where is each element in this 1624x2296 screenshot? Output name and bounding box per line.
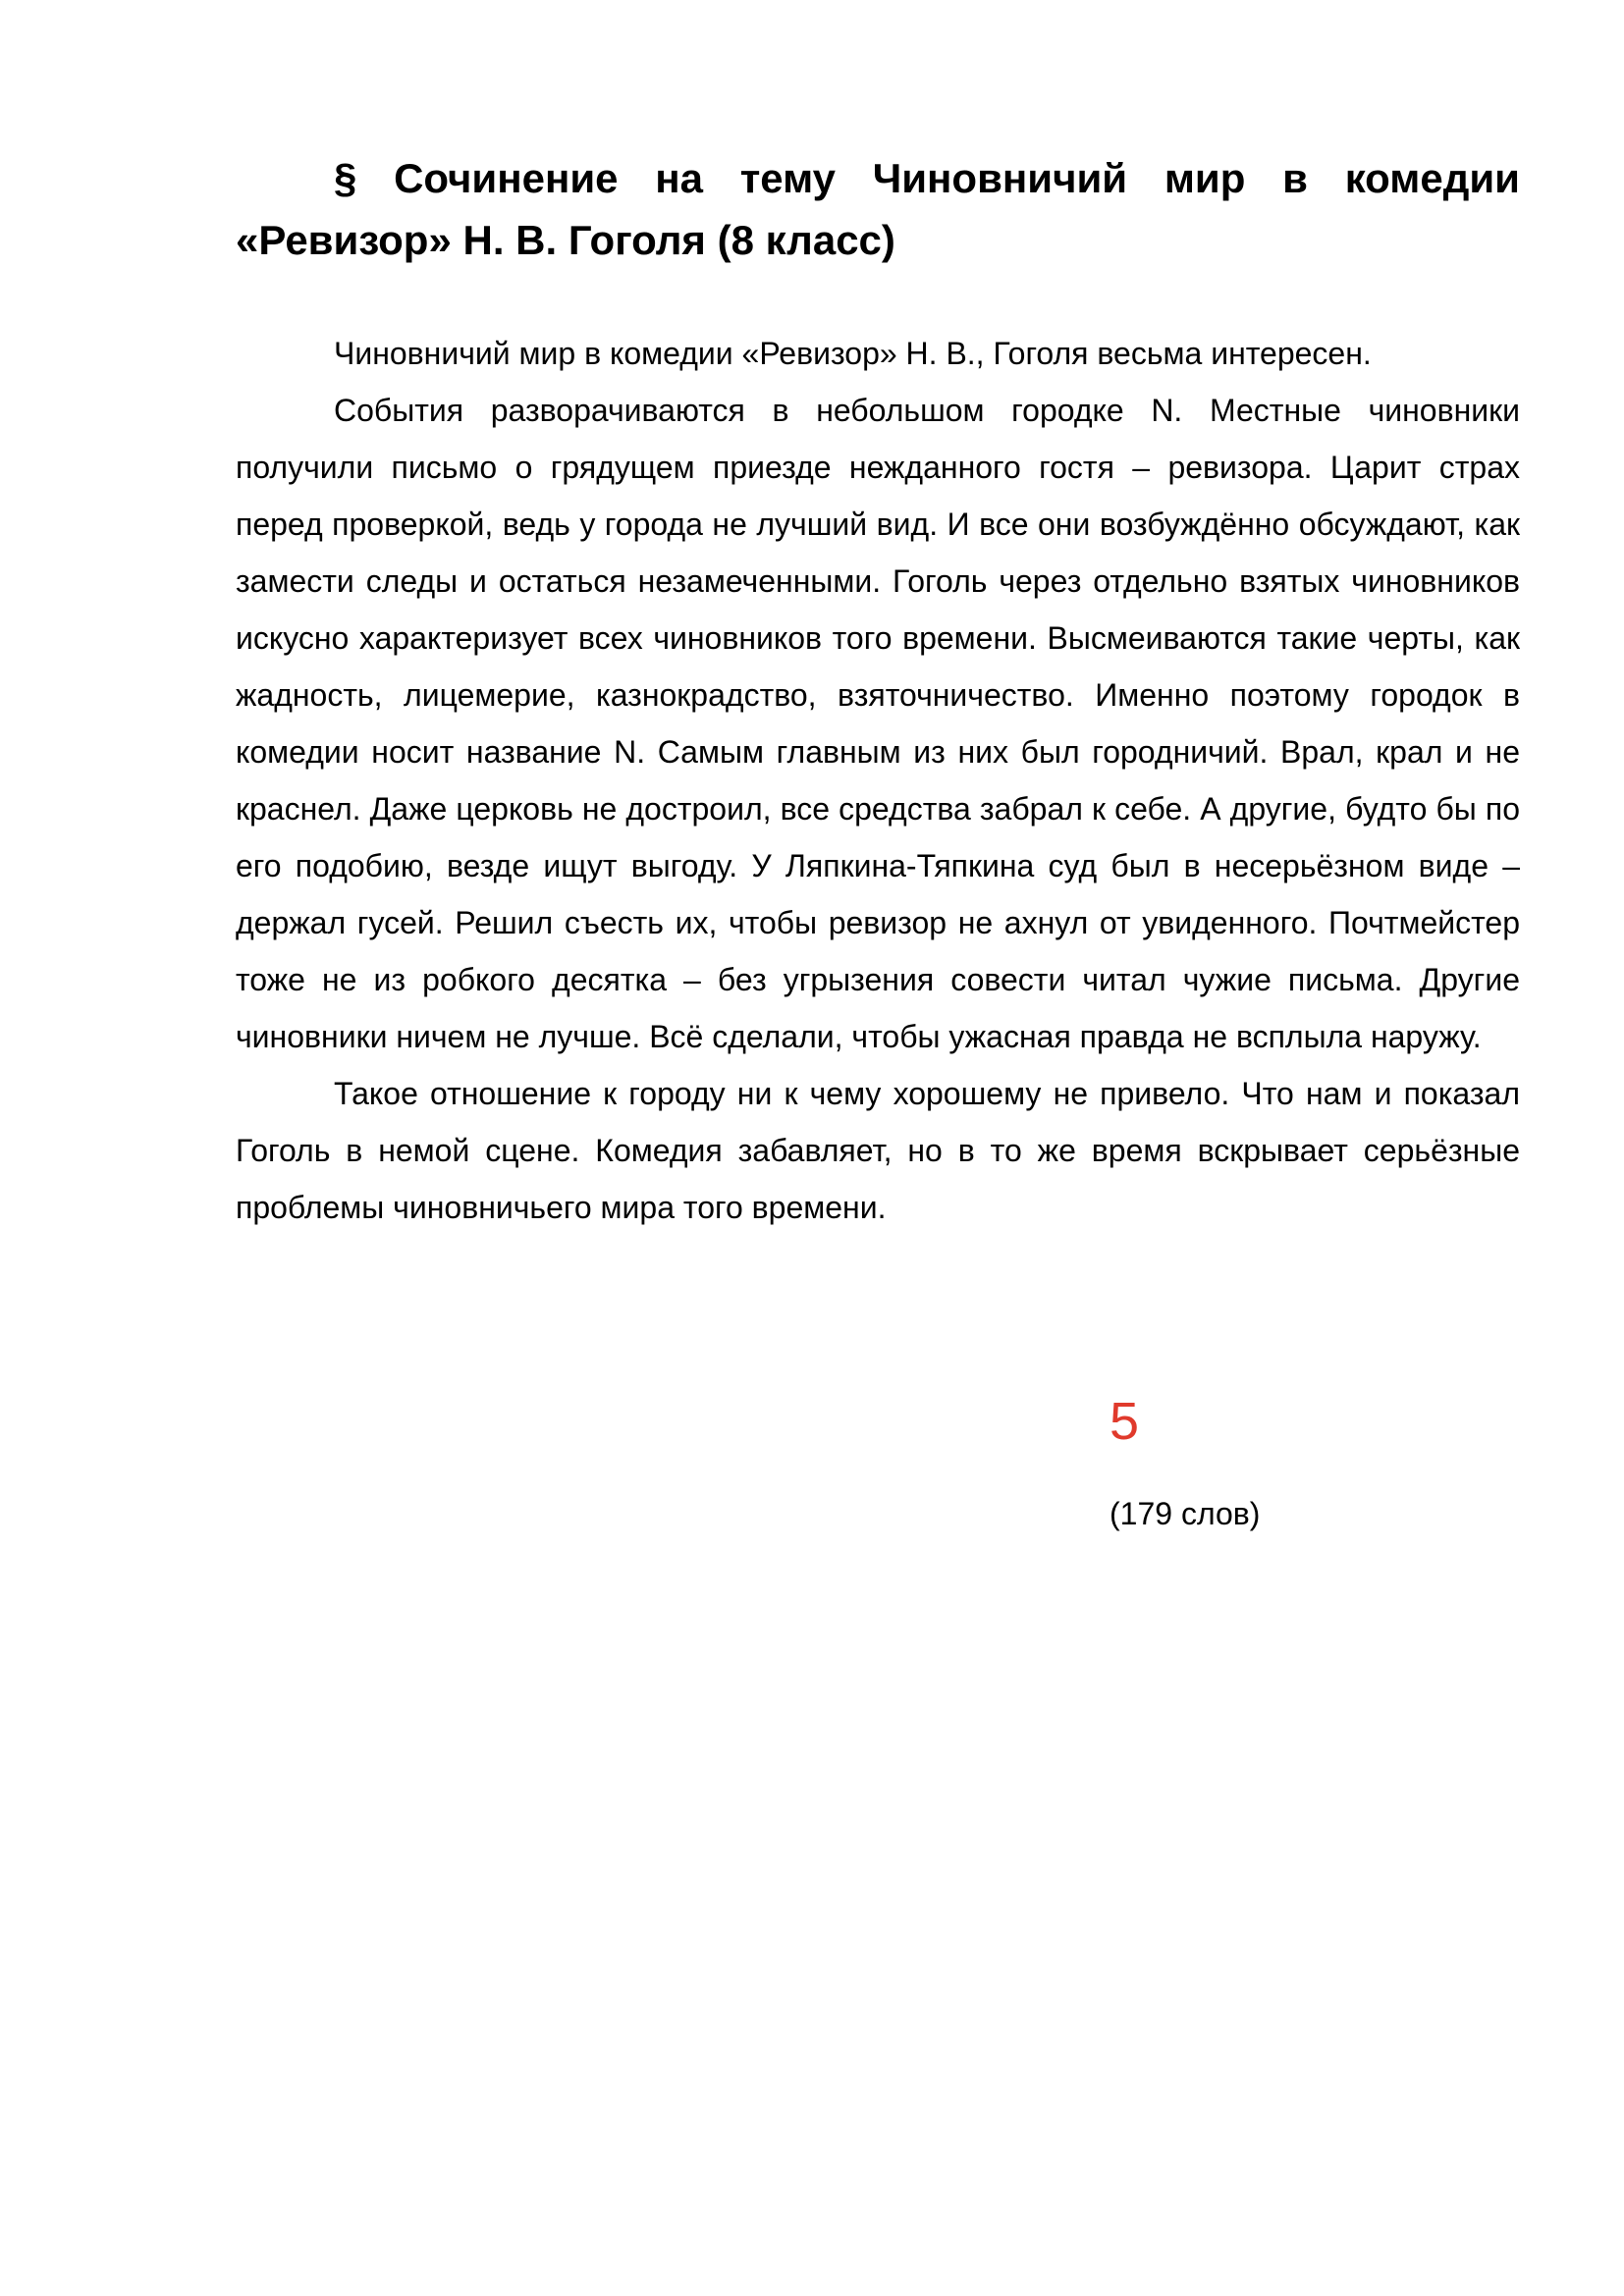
paragraph-main: События разворачиваются в небольшом городке N. Местные чиновники получили письмо о грядущем приезде нежданного гостя – ревизора. Царит страх перед проверкой, ведь у города не лучший вид. И все они возбуждённо обсуждают, как замести следы и остаться незамеченными. Гоголь через отдельно взятых чиновников искусно характеризует всех чиновников того времени. Высмеиваются такие черты, как жадность, лицемерие, казнокрадство, взяточничество. Именно поэтому городок в комедии носит название N. Самым главным из них был городничий. Врал, крал и не краснел. Даже церковь не достроил, все средства забрал к себе. А другие, будто бы по его подобию, везде ищут выгоду. У Ляпкина-Тяпкина суд был в несерьёзном виде – держал гусей. Решил съесть их, чтобы ревизор не ахнул от увиденного. Почтмейстер тоже не из робкого десятка – без угрызения совести читал чужие письма. Другие чиновники ничем не лучше. Всё сделали, чтобы ужасная правда не всплыла наружу. — [236, 393, 1520, 1054]
essay-body — [236, 325, 1520, 1236]
grade-mark: 5 — [1110, 1392, 1140, 1451]
paragraph-conclusion: Такое отношение к городу ни к чему хорошему не привело. Что нам и показал Гоголь в немой сцене. Комедия забавляет, но в то же время вскрывает серьёзные проблемы чиновничьего мира того времени. — [236, 1076, 1520, 1225]
word-count: (179 слов) — [1110, 1496, 1261, 1531]
document-page — [236, 147, 1520, 1236]
paragraph-intro: Чиновничий мир в комедии «Ревизор» Н. В., Гоголя весьма интересен. — [334, 336, 1372, 371]
essay-title: § Сочинение на тему Чиновничий мир в комедии «Ревизор» Н. В. Гоголя (8 класс) — [236, 155, 1520, 263]
